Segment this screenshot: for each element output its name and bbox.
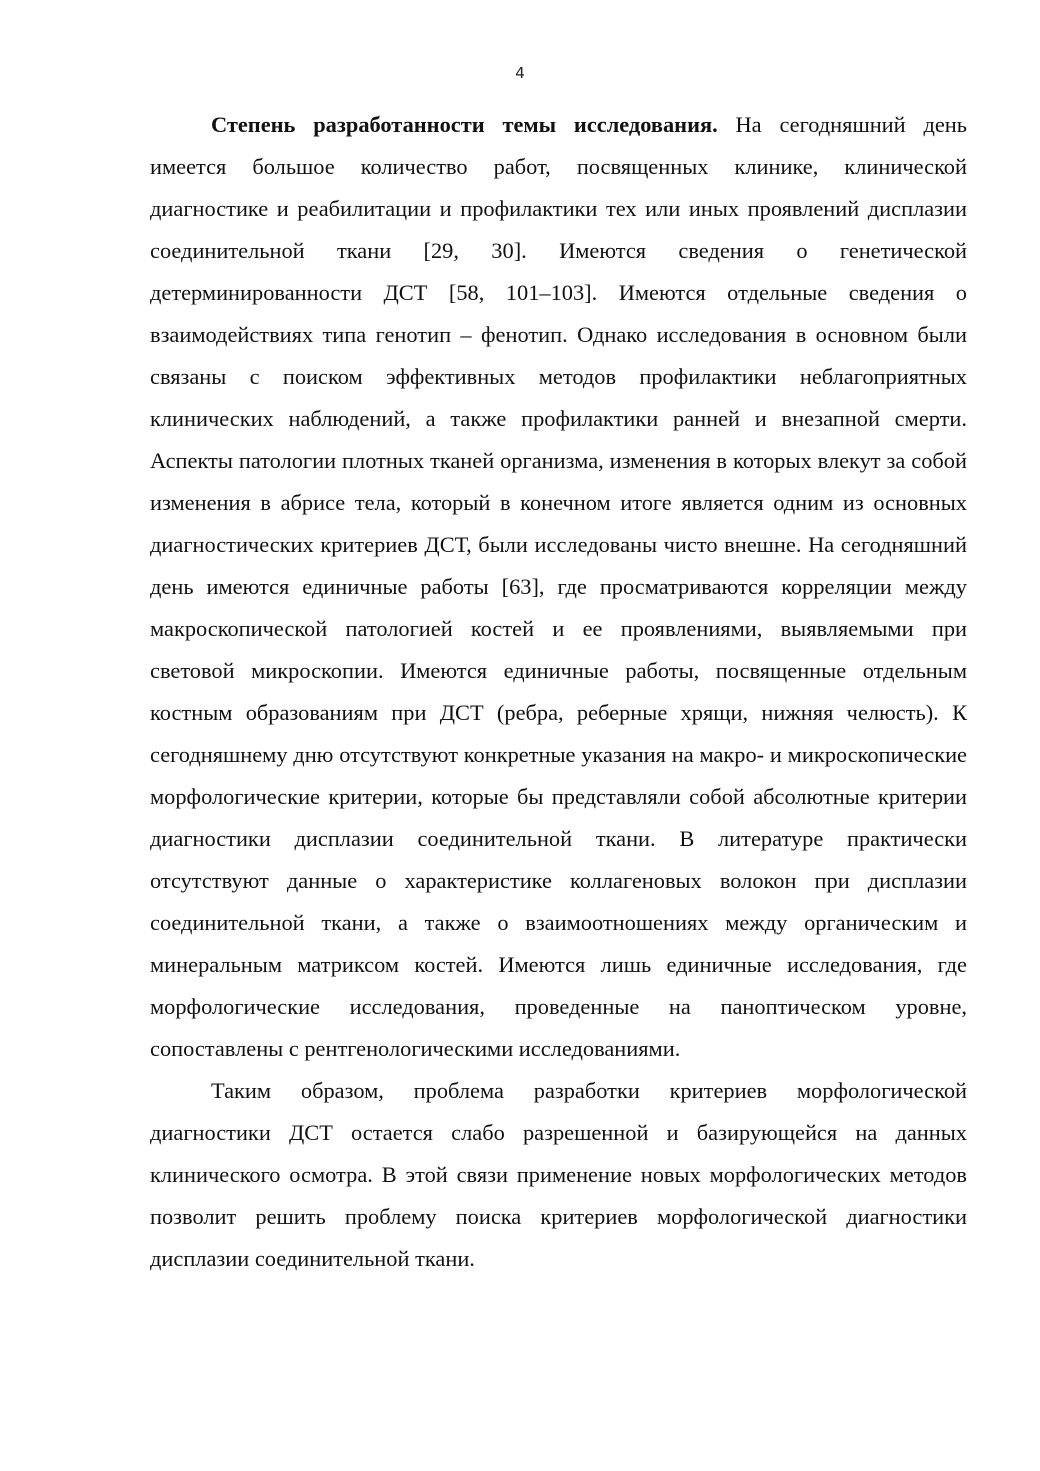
- paragraph-conclusion: Таким образом, проблема разработки критериев морфологической диагностики ДСТ остается слабо разрешенной и базирующейся на данных клинического осмотра. В этой связи применение новых морфологических методов позволит решить проблему поиска критериев морфологической диагностики дисплазии соединительной ткани.: [150, 1078, 967, 1271]
- paragraph-1-text: На сегодняшний день имеется большое количество работ, посвященных клинике, клинической диагностике и реабилитации и профилактики тех или иных проявлений дисплазии соединительной ткани [29, 30]. Имеются сведения о генетической детерминированности ДСТ [58, 101–103]. Имеются отдельные сведения о взаимодействиях типа генотип – фенотип. Однако исследования в основном были связаны с поиском эффективных методов профилактики неблагоприятных клинических наблюдений, а также профилактики ранней и внезапной смерти. Аспекты патологии плотных тканей организма, изменения в которых влекут за собой изменения в абрисе тела, который в конечном итоге является одним из основных диагностических критериев ДСТ, были исследованы чисто внешне. На сегодняшний день имеются единичные работы [63], где просматриваются корреляции между макроскопической патологией костей и ее проявлениями, выявляемыми при световой микроскопии. Имеются единичные работы, посвященные отдельным костным образованиям при ДСТ (ребра, реберные хрящи, нижняя челюсть). К сегодняшнему дню отсутствуют конкретные указания на макро- и микроскопические морфологические критерии, которые бы представляли собой абсолютные критерии диагностики дисплазии соединительной ткани. В литературе практически отсутствуют данные о характеристике коллагеновых волокон при дисплазии соединительной ткани, а также о взаимоотношениях между органическим и минеральным матриксом костей. Имеются лишь единичные исследования, где морфологические исследования, проведенные на паноптическом уровне, сопоставлены с рентгенологическими исследованиями.: [150, 112, 967, 1061]
- body-text: [150, 104, 967, 1280]
- page-number: 4: [515, 64, 525, 82]
- section-heading: Степень разработанности темы исследования.: [211, 112, 718, 137]
- paragraph-degree-of-development: [150, 104, 967, 1070]
